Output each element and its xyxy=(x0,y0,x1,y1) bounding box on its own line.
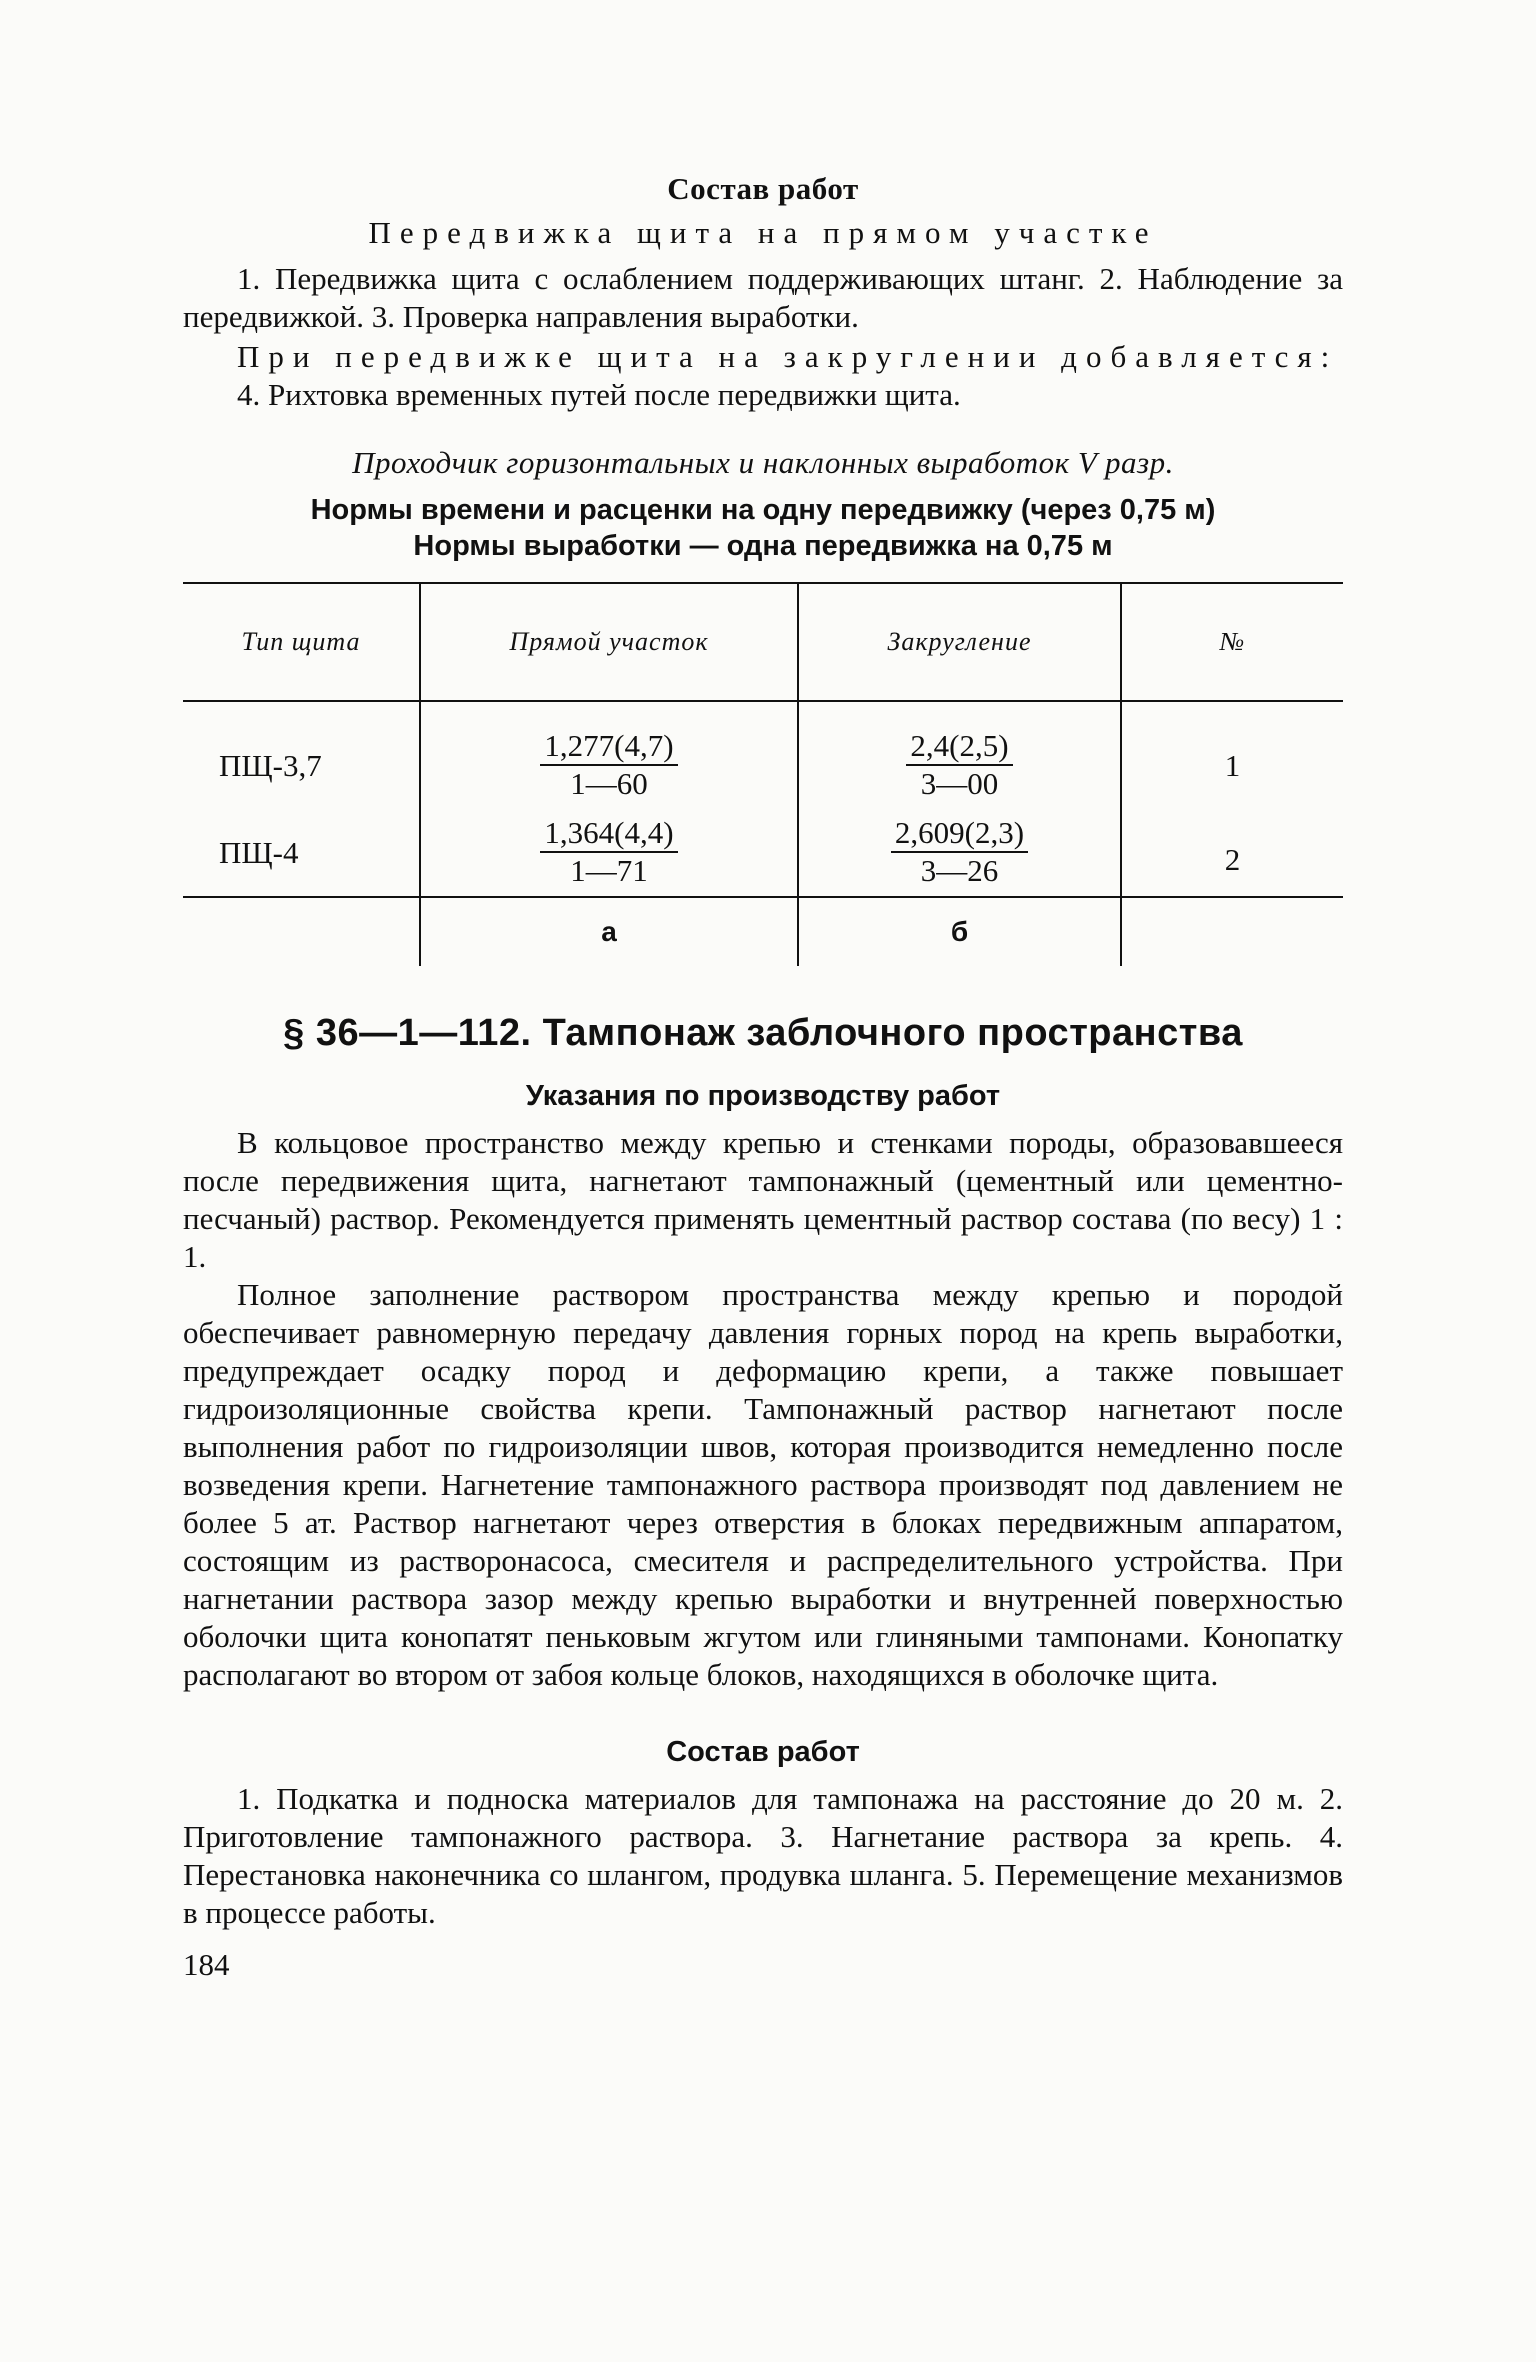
work-items-2: 4. Рихтовка временных путей после передвижки щита. xyxy=(237,377,961,412)
composition-paragraph: 1. Подкатка и подноска материалов для тампонажа на расстояние до 20 м. 2. Приготовление тампонажного раствора. 3. Нагнетание раствора за крепь. 4. Перестановка наконечника со шлангом, продувка шланга. 5. Перемещение механизмов в процессе работы. xyxy=(183,1781,1343,1930)
shield-type-cell: ПЩ-4 xyxy=(219,834,299,870)
table-header-row xyxy=(183,583,1343,701)
work-items-1: 1. Передвижка щита с ослаблением поддерживающих штанг. 2. Наблюдение за передвижкой. 3. Проверка направления выработки. xyxy=(183,261,1343,334)
guidance-paragraph-2: Полное заполнение раствором пространства между крепью и породой обеспечивает равномерную передачу давления горных пород на крепь выработки, предупреждает осадку пород и деформацию крепи, а также повышает гидроизоляционные свойства крепи. Тампонажный раствор нагнетают после выполнения работ по гидроизоляции швов, которая производится немедленно после возведения крепи. Нагнетение тампонажного раствора производят под давлением не более 5 ат. Раствор нагнетают через отверстия в блоках передвижным аппаратом, состоящим из растворонасоса, смесителя и распределительного устройства. При нагнетании раствора зазор между крепью выработки и внутренней поверхностью оболочки щита конопатят пеньковым жгутом или глиняными тампонами. Конопатку располагают во втором от забоя кольце блоков, находящихся в оболочке щита. xyxy=(183,1277,1343,1692)
norms-line-1: Нормы времени и расценки на одну передвижку (через 0,75 м) xyxy=(310,494,1216,526)
straight-norm: 1,277(4,7) xyxy=(540,728,677,766)
curve-norm: 2,609(2,3) xyxy=(891,815,1028,853)
straight-section-subtitle: Передвижка щита на прямом участке xyxy=(368,215,1158,250)
curve-rate: 3—00 xyxy=(920,766,999,801)
straight-rate: 1—60 xyxy=(570,766,648,801)
curve-note: При передвижке щита на закруглении добавляется: xyxy=(237,339,1339,374)
header-straight: Прямой участок xyxy=(420,583,798,701)
footer-row xyxy=(183,898,1343,966)
curve-cell xyxy=(798,809,1121,897)
header-curve: Закругление xyxy=(798,583,1121,701)
section-title: § 36—1—112. Тампонаж заблочного пространства xyxy=(283,1012,1243,1054)
header-number: № xyxy=(1121,583,1343,701)
curve-rate: 3—26 xyxy=(920,853,999,888)
header-shield-type: Тип щита xyxy=(183,583,420,701)
footer-blank-end xyxy=(1121,898,1343,966)
shield-type-cell: ПЩ-3,7 xyxy=(219,747,322,783)
table-row xyxy=(183,701,1343,809)
norms-table xyxy=(183,582,1343,898)
curve-norm: 2,4(2,5) xyxy=(906,728,1012,766)
straight-rate: 1—71 xyxy=(570,853,648,888)
guidance-title: Указания по производству работ xyxy=(525,1080,1001,1112)
norms-line-2: Нормы выработки — одна передвижка на 0,75 м xyxy=(413,530,1113,562)
row-number-cell: 2 xyxy=(1121,809,1343,897)
curve-cell xyxy=(798,701,1121,809)
row-number-cell: 1 xyxy=(1121,701,1343,809)
composition-title: Состав работ xyxy=(666,1736,860,1768)
page xyxy=(183,170,1343,1984)
guidance-paragraph-1: В кольцовое пространство между крепью и стенками породы, образовавшееся после передвижения щита, нагнетают тампонажный (цементный или цементно-песчаный) раствор. Рекомендуется применять цементный раствор состава (по весу) 1 : 1. xyxy=(183,1125,1343,1274)
composition-heading: Состав работ xyxy=(667,171,859,206)
footer-label-a: а xyxy=(420,898,798,966)
table-footer xyxy=(183,898,1343,966)
straight-cell xyxy=(420,701,798,809)
page-number: 184 xyxy=(183,1947,230,1982)
straight-cell xyxy=(420,809,798,897)
footer-blank xyxy=(183,898,420,966)
straight-norm: 1,364(4,4) xyxy=(540,815,677,853)
footer-label-b: б xyxy=(798,898,1121,966)
worker-title: Проходчик горизонтальных и наклонных выработок V разр. xyxy=(352,445,1174,480)
table-row xyxy=(183,809,1343,897)
